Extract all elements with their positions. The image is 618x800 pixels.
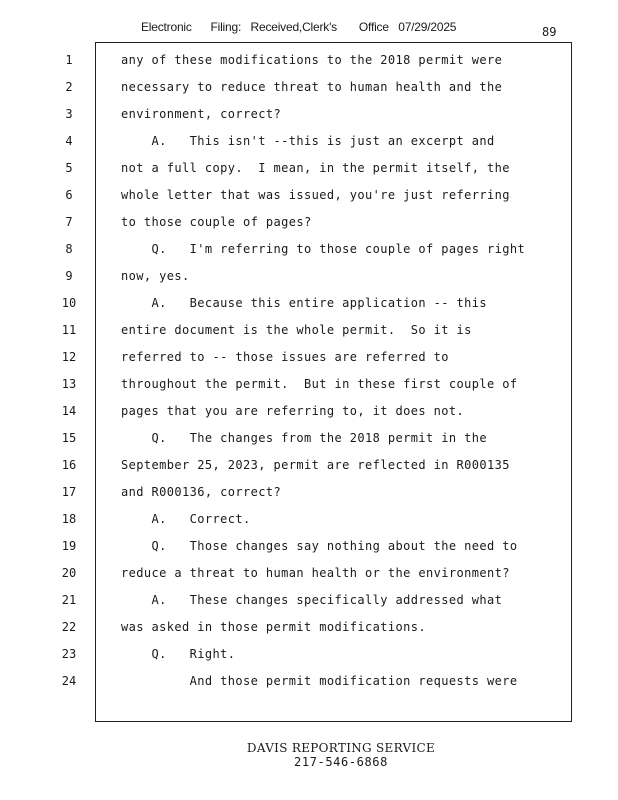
transcript-line: A. These changes specifically addressed what	[121, 593, 503, 607]
line-number: 5	[65, 161, 73, 175]
transcript-line: September 25, 2023, permit are reflected in R000135	[121, 458, 510, 472]
line-number: 20	[61, 566, 77, 580]
transcript-line: whole letter that was issued, you're just referring	[121, 188, 510, 202]
line-number: 19	[61, 539, 77, 553]
page-number: 89	[542, 25, 557, 39]
line-number: 10	[61, 296, 77, 310]
transcript-line: pages that you are referring to, it does not.	[121, 404, 465, 418]
transcript-line: not a full copy. I mean, in the permit itself, the	[121, 161, 510, 175]
transcript-line: referred to -- those issues are referred to	[121, 350, 449, 364]
transcript-line: Q. Right.	[121, 647, 236, 661]
line-number: 12	[61, 350, 77, 364]
line-number: 15	[61, 431, 77, 445]
transcript-line: Q. Those changes say nothing about the need to	[121, 539, 518, 553]
transcript-line: A. Correct.	[121, 512, 251, 526]
transcript-line: was asked in those permit modifications.	[121, 620, 426, 634]
line-number: 2	[65, 80, 73, 94]
line-number: 6	[65, 188, 73, 202]
reporter-phone: 217-546-6868	[294, 755, 388, 769]
line-number: 22	[61, 620, 77, 634]
transcript-line: Q. The changes from the 2018 permit in the	[121, 431, 487, 445]
line-number: 16	[61, 458, 77, 472]
line-number: 17	[61, 485, 77, 499]
transcript-line: entire document is the whole permit. So it is	[121, 323, 472, 337]
line-number: 9	[65, 269, 73, 283]
filing-stamp: Electronic Filing: Received,Clerk's Office 07/29/2025	[141, 20, 457, 34]
transcript-line: throughout the permit. But in these first couple of	[121, 377, 518, 391]
transcript-line: any of these modifications to the 2018 permit were	[121, 53, 503, 67]
line-number: 8	[65, 242, 73, 256]
transcript-line: A. Because this entire application -- this	[121, 296, 487, 310]
transcript-line: to those couple of pages?	[121, 215, 312, 229]
reporter-name: DAVIS REPORTING SERVICE	[246, 741, 436, 755]
line-number: 7	[65, 215, 73, 229]
transcript-line: environment, correct?	[121, 107, 282, 121]
line-number: 18	[61, 512, 77, 526]
line-number: 24	[61, 674, 77, 688]
transcript-line: And those permit modification requests were	[121, 674, 518, 688]
transcript-line: now, yes.	[121, 269, 190, 283]
line-number: 3	[65, 107, 73, 121]
line-number: 1	[65, 53, 73, 67]
transcript-line: reduce a threat to human health or the environment?	[121, 566, 510, 580]
line-number: 4	[65, 134, 73, 148]
transcript-line: A. This isn't --this is just an excerpt and	[121, 134, 495, 148]
line-number: 14	[61, 404, 77, 418]
line-number: 21	[61, 593, 77, 607]
transcript-line: and R000136, correct?	[121, 485, 282, 499]
line-number: 11	[61, 323, 77, 337]
line-number: 23	[61, 647, 77, 661]
transcript-line: Q. I'm referring to those couple of pages right	[121, 242, 526, 256]
transcript-line: necessary to reduce threat to human health and the	[121, 80, 503, 94]
line-number: 13	[61, 377, 77, 391]
